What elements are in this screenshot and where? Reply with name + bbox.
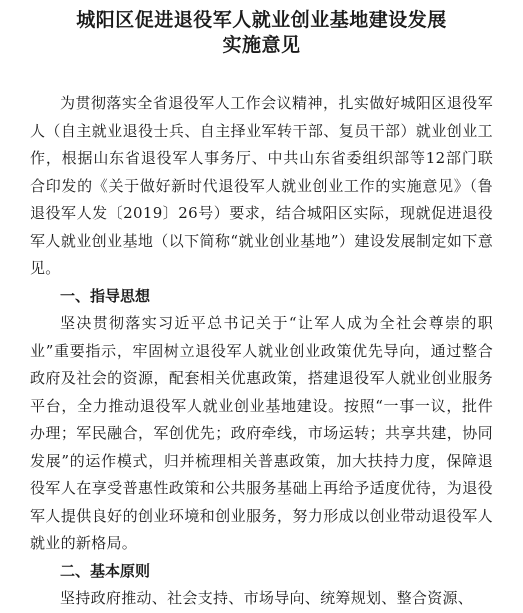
title-line-1: 城阳区促进退役军人就业创业基地建设发展 (76, 9, 447, 31)
section-heading-guiding-ideology: 一、指导思想 (60, 286, 151, 305)
intro-paragraph: 为贯彻落实全省退役军人工作会议精神，扎实做好城阳区退役军人（自主就业退役士兵、自主择业军转干部、复员干部）就业创业工作，根据山东省退役军人事务厅、中共山东省委组织部等12部门联合印发的《关于做好新时代退役军人就业创业工作的实施意见》（鲁退役军人发〔2019〕26号）要求，结合城阳区实际，现就促进退役军人就业创业基地（以下简称“就业创业基地”）建设发展制定如下意见。 (30, 94, 493, 277)
section-paragraph-guiding-ideology: 坚决贯彻落实习近平总书记关于“让军人成为全社会尊崇的职业”重要指示，牢固树立退役军人就业创业政策优先导向，通过整合政府及社会的资源，配套相关优惠政策，搭建退役军人就业创业服务平台，全力推动退役军人就业创业基地建设。按照“一事一议，批件办理；军民融合，军创优先；政府牵线，市场运转；共享共建，协同发展”的运作模式，归并梳理相关普惠政策，加大扶持力度，保障退役军人在享受普惠性政策和公共服务基础上再给予适度优待，为退役军人提供良好的创业环境和创业服务，努力形成以创业带动退役军人就业的新格局。 (30, 314, 493, 552)
section-paragraph-basic-principles: 坚持政府推动、社会支持、市场导向、统筹规划、整合资源、 (60, 589, 474, 607)
title-line-2: 实施意见 (222, 34, 301, 56)
section-heading-basic-principles: 二、基本原则 (60, 561, 151, 580)
document-title (30, 8, 493, 58)
